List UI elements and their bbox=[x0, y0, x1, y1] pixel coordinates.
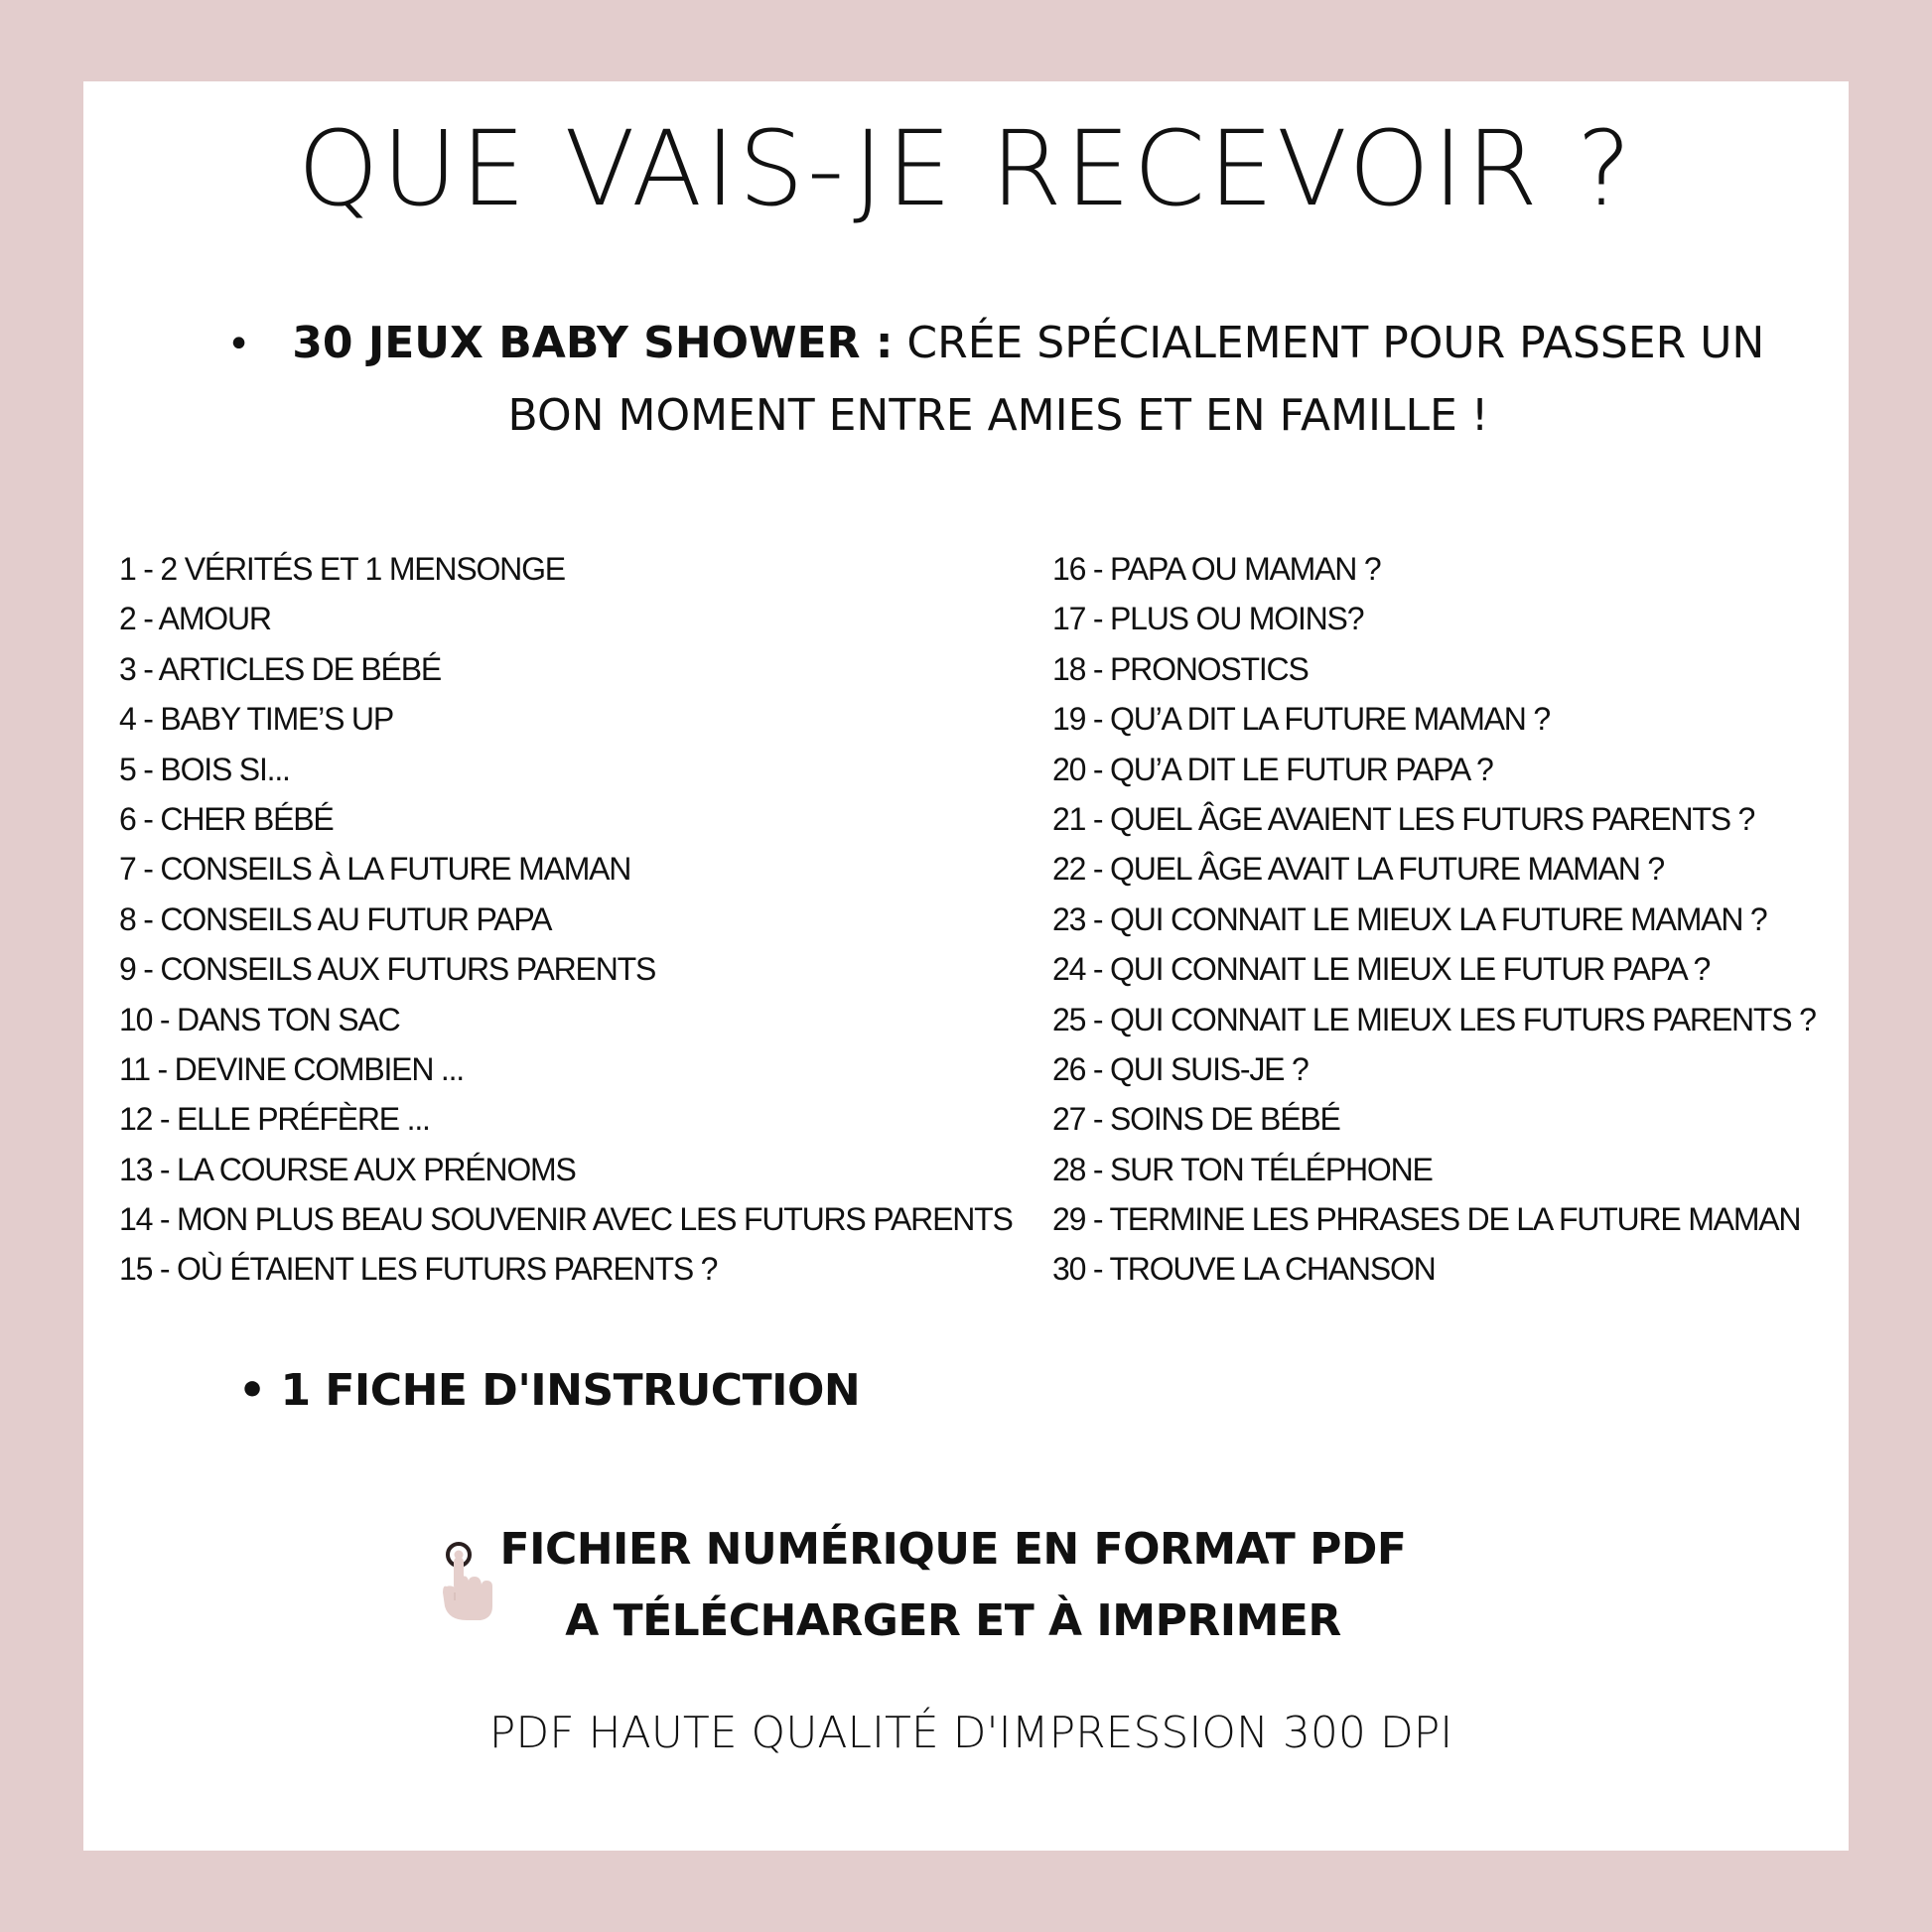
list-item: 1 - 2 VÉRITÉS ET 1 MENSONGE bbox=[119, 551, 565, 587]
format-block bbox=[496, 1514, 1410, 1657]
quality-note: PDF HAUTE QUALITÉ D'IMPRESSION 300 DPI bbox=[488, 1708, 1453, 1758]
list-item: 15 - OÙ ÉTAIENT LES FUTURS PARENTS ? bbox=[119, 1251, 718, 1288]
games-list-left bbox=[119, 544, 1013, 1295]
list-item: 7 - CONSEILS À LA FUTURE MAMAN bbox=[119, 851, 631, 888]
list-item: 26 - QUI SUIS-JE ? bbox=[1052, 1050, 1309, 1087]
list-item: 13 - LA COURSE AUX PRÉNOMS bbox=[119, 1151, 576, 1187]
intro-block bbox=[0, 308, 1932, 452]
list-item: 22 - QUEL ÂGE AVAIT LA FUTURE MAMAN ? bbox=[1052, 851, 1664, 888]
list-item: 16 - PAPA OU MAMAN ? bbox=[1052, 551, 1381, 587]
page-title: QUE VAIS-JE RECEVOIR ? bbox=[297, 108, 1635, 229]
format-line-1: FICHIER NUMÉRIQUE EN FORMAT PDF bbox=[499, 1524, 1407, 1575]
list-item: 30 - TROUVE LA CHANSON bbox=[1052, 1251, 1436, 1288]
list-item: 28 - SUR TON TÉLÉPHONE bbox=[1052, 1151, 1433, 1187]
bullet: • bbox=[226, 322, 251, 367]
list-item: 21 - QUEL ÂGE AVAIENT LES FUTURS PARENTS ? bbox=[1052, 800, 1755, 837]
games-list-right bbox=[1052, 544, 1816, 1295]
list-item: 23 - QUI CONNAIT LE MIEUX LA FUTURE MAMAN ? bbox=[1052, 900, 1767, 937]
intro-bold: 30 JEUX BABY SHOWER : bbox=[292, 318, 894, 368]
list-item: 29 - TERMINE LES PHRASES DE LA FUTURE MAMAN bbox=[1052, 1201, 1801, 1238]
list-item: 18 - PRONOSTICS bbox=[1052, 650, 1309, 687]
list-item: 27 - SOINS DE BÉBÉ bbox=[1052, 1101, 1340, 1138]
tap-hand-icon bbox=[437, 1541, 498, 1622]
intro-line-1 bbox=[0, 308, 1932, 380]
list-item: 8 - CONSEILS AU FUTUR PAPA bbox=[119, 900, 552, 937]
list-item: 12 - ELLE PRÉFÈRE ... bbox=[119, 1101, 430, 1138]
intro-text-1: CRÉE SPÉCIALEMENT POUR PASSER UN bbox=[893, 318, 1765, 368]
list-item: 24 - QUI CONNAIT LE MIEUX LE FUTUR PAPA ? bbox=[1052, 951, 1711, 988]
list-item: 4 - BABY TIME’S UP bbox=[119, 701, 393, 738]
list-item: 6 - CHER BÉBÉ bbox=[119, 800, 334, 837]
list-item: 5 - BOIS SI... bbox=[119, 751, 290, 787]
list-item: 11 - DEVINE COMBIEN ... bbox=[119, 1050, 464, 1087]
list-item: 19 - QU’A DIT LA FUTURE MAMAN ? bbox=[1052, 701, 1550, 738]
list-item: 14 - MON PLUS BEAU SOUVENIR AVEC LES FUTURS PARENTS bbox=[119, 1201, 1013, 1238]
list-item: 10 - DANS TON SAC bbox=[119, 1001, 400, 1037]
list-item: 9 - CONSEILS AUX FUTURS PARENTS bbox=[119, 951, 656, 988]
list-item: 20 - QU’A DIT LE FUTUR PAPA ? bbox=[1052, 751, 1493, 787]
list-item: 17 - PLUS OU MOINS? bbox=[1052, 601, 1364, 637]
list-item: 2 - AMOUR bbox=[119, 601, 271, 637]
intro-line-2: BON MOMENT ENTRE AMIES ET EN FAMILLE ! bbox=[507, 390, 1489, 441]
format-line-2: A TÉLÉCHARGER ET À IMPRIMER bbox=[565, 1595, 1341, 1646]
list-item: 3 - ARTICLES DE BÉBÉ bbox=[119, 650, 441, 687]
instruction-item: • 1 FICHE D'INSTRUCTION bbox=[238, 1365, 861, 1416]
list-item: 25 - QUI CONNAIT LE MIEUX LES FUTURS PARENTS ? bbox=[1052, 1001, 1816, 1037]
